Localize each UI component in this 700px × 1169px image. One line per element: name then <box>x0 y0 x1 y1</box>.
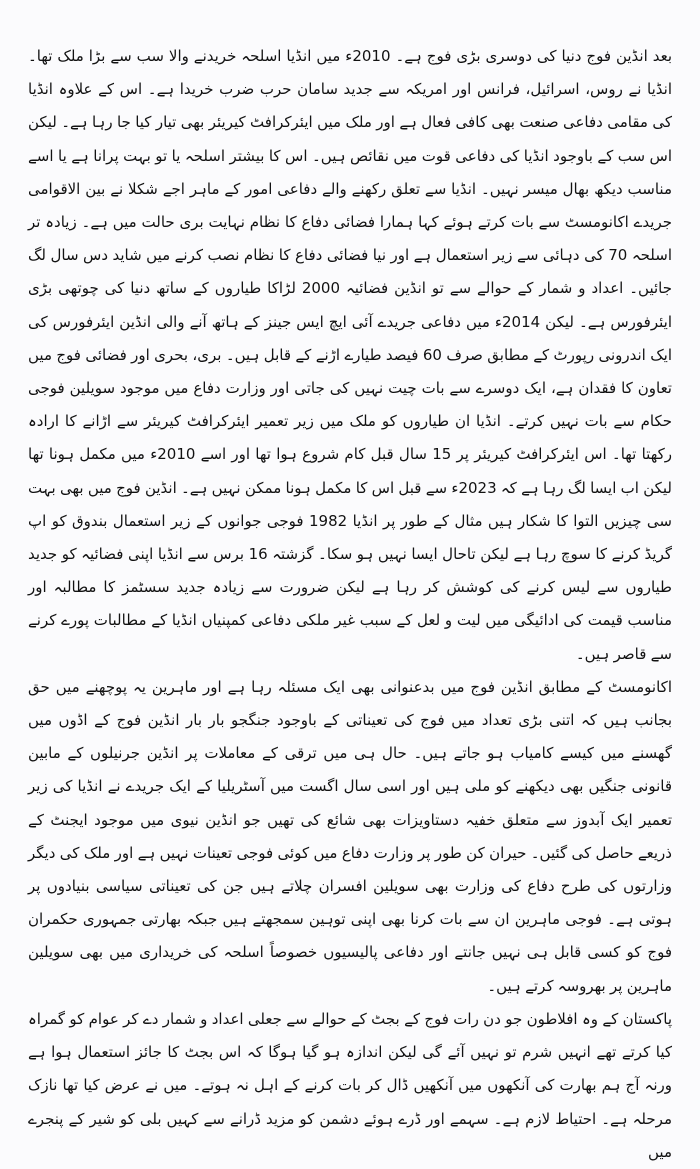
paragraph-3: پاکستان کے وہ افلاطون جو دن رات فوج کے بجٹ کے حوالے سے جعلی اعداد و شمار دے کر عوام کو گمراہ کیا کرتے تھے انہیں شرم تو نہیں آئے گی لیکن اندازہ ہو گیا ہوگا کہ اس بجٹ کا جائز استعمال ہوا ہے ورنہ آج ہم بھارت کی آنکھوں میں آنکھیں ڈال کر بات کرنے کے اہل نہ ہوتے۔ میں نے عرض کیا تھا نازک مرحلہ ہے۔ احتیاط لازم ہے۔ سہمے اور ڈرے ہوئے دشمن کو مزید ڈرانے سے کہیں بلی کو شیر کے پنجرے میں <box>28 1009 672 1161</box>
paragraph-2: اکانومسٹ کے مطابق انڈین فوج میں بدعنوانی بھی ایک مسئلہ رہا ہے اور ماہرین یہ پوچھنے میں حق بجانب ہیں کہ اتنی بڑی تعداد میں فوج کی تعیناتی کے باوجود جنگجو بار بار انڈین فوج کے اڈوں میں گھسنے میں کیسے کامیاب ہو جاتے ہیں۔ حال ہی میں ترقی کے معاملات پر انڈین جرنیلوں کے مابین قانونی جنگیں بھی دیکھنے کو ملی ہیں اور اسی سال اگست میں آسٹریلیا کے ایک جریدے نے انڈیا کی زیر تعمیر ایک آبدوز سے متعلق خفیہ دستاویزات بھی شائع کی تھیں جو انڈین نیوی میں موجود ایجنٹ کے ذریعے حاصل کی گئیں۔ حیران کن طور پر وزارت دفاع میں کوئی فوجی تعینات نہیں ہے اور ملک کی دیگر وزارتوں کی طرح دفاع کی وزارت بھی سویلین افسران چلاتے ہیں جن کی تعیناتی سیاسی بنیادوں پر ہوتی ہے۔ فوجی ماہرین ان سے بات کرنا بھی اپنی توہین سمجھتے ہیں جبکہ بھارتی جمہوری حکمران فوج کو کسی قابل ہی نہیں جانتے اور دفاعی پالیسیوں خصوصاً اسلحہ کی خریداری میں بھی سویلین ماہرین پر بھروسہ کرتے ہیں۔ <box>28 677 672 995</box>
paragraph-1: بعد انڈین فوج دنیا کی دوسری بڑی فوج ہے۔ 2010ء میں انڈیا اسلحہ خریدنے والا سب سے بڑا ملک تھا۔ انڈیا نے روس، اسرائیل، فرانس اور امریکہ سے جدید سامان حرب ضرب خریدا ہے۔ اس کے علاوہ انڈیا کی مقامی دفاعی صنعت بھی کافی فعال ہے اور ملک میں ایئرکرافٹ کیریئر بھی تیار کیا جا رہا ہے۔ لیکن اس سب کے باوجود انڈیا کی دفاعی قوت میں نقائص ہیں۔ اس کا بیشتر اسلحہ یا تو بہت پرانا ہے یا اسے مناسب دیکھ بھال میسر نہیں۔ انڈیا سے تعلق رکھنے والے دفاعی امور کے ماہر اجے شکلا نے بین الاقوامی جریدے اکانومسٹ سے بات کرتے ہوئے کہا ہمارا فضائی دفاع کا نظام نہایت بری حالت میں ہے۔ زیادہ تر اسلحہ 70 کی دہائی سے زیر استعمال ہے اور نیا فضائی دفاع کا نظام نصب کرنے میں شاید دس سال لگ جائیں۔ اعداد و شمار کے حوالے سے تو انڈین فضائیہ 2000 لڑاکا طیاروں کے ساتھ دنیا کی چوتھی بڑی ایئرفورس ہے۔ لیکن 2014ء میں دفاعی جریدے آئی ایچ ایس جینز کے ہاتھ آنے والی انڈین ایئرفورس کی ایک اندرونی رپورٹ کے مطابق صرف 60 فیصد طیارے اڑنے کے قابل ہیں۔ بری، بحری اور فضائی فوج میں تعاون کا فقدان ہے، ایک دوسرے سے بات چیت نہیں کی جاتی اور وزارت دفاع میں موجود سویلین فوجی حکام سے بات نہیں کرتے۔ انڈیا ان طیاروں کو ملک میں زیر تعمیر ایئرکرافٹ کیریئر سے اڑانے کا ارادہ رکھتا تھا۔ اس ایئرکرافٹ کیریئر پر 15 سال قبل کام شروع ہوا تھا اور اسے 2010ء میں مکمل ہونا تھا لیکن اب ایسا لگ رہا ہے کہ 2023ء سے قبل اس کا مکمل ہونا ممکن نہیں ہے۔ انڈین فوج میں بھی بہت سی چیزیں التوا کا شکار ہیں مثال کے طور پر انڈیا 1982 فوجی جوانوں کے زیر استعمال بندوق کو اپ گریڈ کرنے کا سوچ رہا ہے لیکن تاحال ایسا نہیں ہو سکا۔ گزشتہ 16 برس سے انڈیا اپنی فضائیہ کو جدید طیاروں سے لیس کرنے کی کوشش کر رہا ہے لیکن ضرورت سے زیادہ جدید سسٹمز کا مطالبہ اور مناسب قیمت کی ادائیگی میں لیت و لعل کے سبب غیر ملکی دفاعی کمپنیاں انڈیا کے مطالبات پورے کرنے سے قاصر ہیں۔ <box>28 47 673 663</box>
